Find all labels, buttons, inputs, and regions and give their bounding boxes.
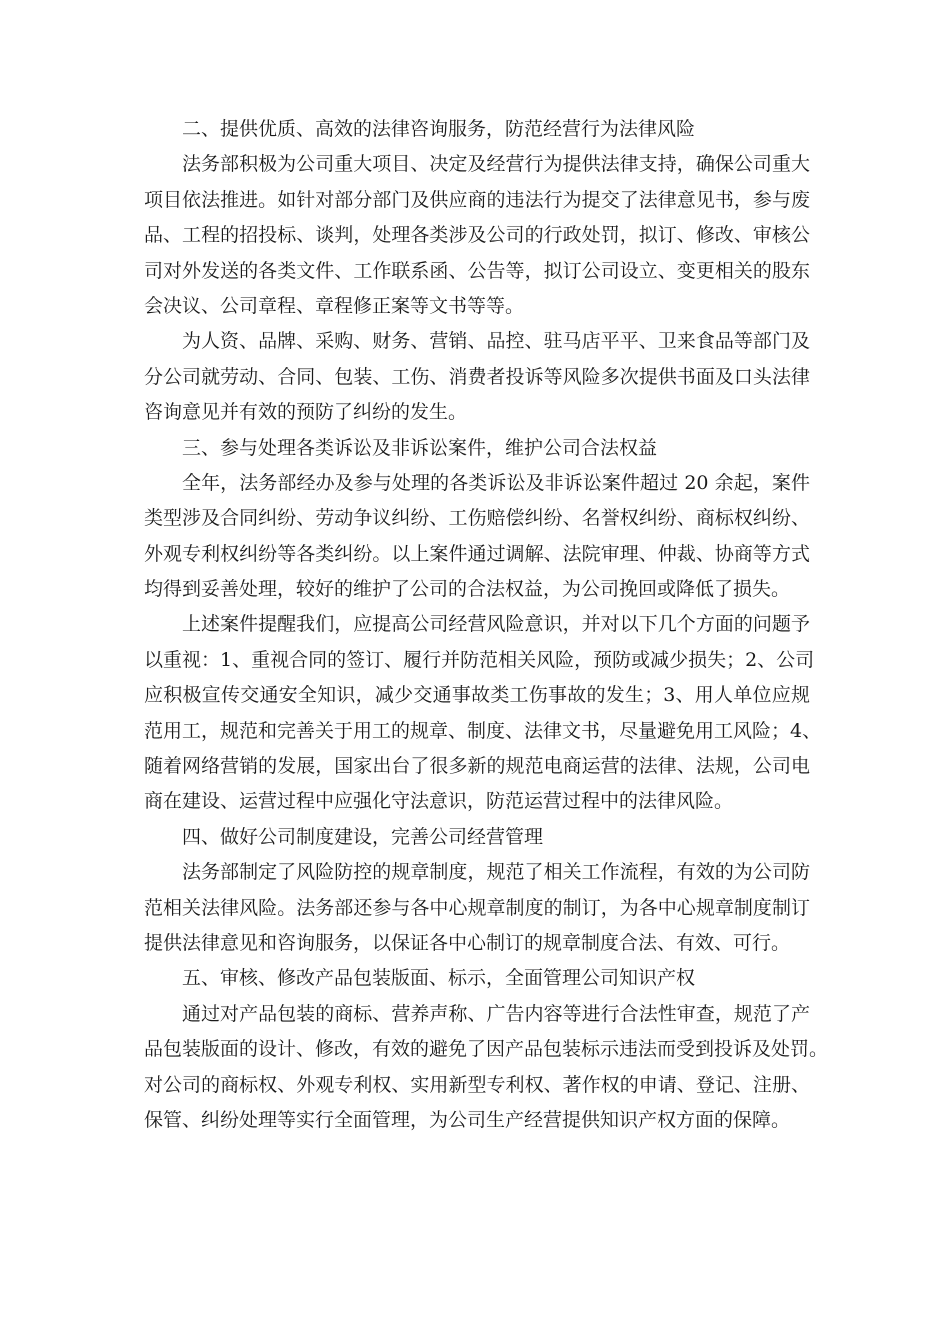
text-line: 保管、纠纷处理等实行全面管理，为公司生产经营提供知识产权方面的保障。 (144, 1108, 791, 1131)
text-line: 提供法律意见和咨询服务，以保证各中心制订的规章制度合法、有效、可行。 (144, 931, 791, 954)
text-line: 四、做好公司制度建设，完善公司经营管理 (182, 825, 544, 848)
text-line: 品、工程的招投标、谈判，处理各类涉及公司的行政处罚，拟订、修改、审核公 (144, 224, 810, 247)
text-line: 应积极宣传交通安全知识，减少交通事故类工伤事故的发生；3、用人单位应规 (144, 684, 810, 707)
text-line: 司对外发送的各类文件、工作联系函、公告等，拟订公司设立、变更相关的股东 (144, 259, 810, 282)
text-line: 法务部积极为公司重大项目、决定及经营行为提供法律支持，确保公司重大 (182, 153, 810, 176)
text-line: 品包装版面的设计、修改，有效的避免了因产品包装标示违法而受到投诉及处罚。 (144, 1038, 829, 1061)
text-line: 外观专利权纠纷等各类纠纷。以上案件通过调解、法院审理、仲裁、协商等方式 (144, 542, 810, 565)
text-line: 二、提供优质、高效的法律咨询服务，防范经营行为法律风险 (182, 118, 696, 140)
text-line: 为人资、品牌、采购、财务、营销、品控、驻马店平平、卫来食品等部门及 (182, 330, 810, 353)
text-line: 全年，法务部经办及参与处理的各类诉讼及非诉讼案件超过 20 余起，案件 (182, 471, 810, 494)
text-line: 会决议、公司章程、章程修正案等文书等等。 (144, 294, 525, 317)
text-line: 范用工，规范和完善关于用工的规章、制度、法律文书，尽量避免用工风险；4、 (144, 719, 822, 742)
text-line: 随着网络营销的发展，国家出台了很多新的规范电商运营的法律、法规，公司电 (144, 755, 810, 778)
text-line: 咨询意见并有效的预防了纠纷的发生。 (144, 401, 468, 424)
text-line: 分公司就劳动、合同、包装、工伤、消费者投诉等风险多次提供书面及口头法律 (144, 365, 810, 388)
text-line: 对公司的商标权、外观专利权、实用新型专利权、著作权的申请、登记、注册、 (144, 1073, 810, 1096)
text-line: 以重视：1、重视合同的签订、履行并防范相关风险，预防或减少损失；2、公司 (144, 648, 815, 671)
text-line: 范相关法律风险。法务部还参与各中心规章制度的制订，为各中心规章制度制订 (144, 896, 810, 919)
text-line: 上述案件提醒我们，应提高公司经营风险意识，并对以下几个方面的问题予 (182, 613, 810, 636)
document-body (144, 112, 829, 1138)
text-line: 五、审核、修改产品包装版面、标示，全面管理公司知识产权 (182, 967, 696, 990)
text-line: 均得到妥善处理，较好的维护了公司的合法权益，为公司挽回或降低了损失。 (144, 578, 791, 601)
text-line: 项目依法推进。如针对部分部门及供应商的违法行为提交了法律意见书，参与废 (144, 188, 810, 211)
text-line: 商在建设、运营过程中应强化守法意识，防范运营过程中的法律风险。 (144, 790, 734, 813)
text-line: 类型涉及合同纠纷、劳动争议纠纷、工伤赔偿纠纷、名誉权纠纷、商标权纠纷、 (144, 507, 810, 530)
text-line: 法务部制定了风险防控的规章制度，规范了相关工作流程，有效的为公司防 (182, 861, 810, 884)
text-line: 三、参与处理各类诉讼及非诉讼案件，维护公司合法权益 (182, 436, 658, 459)
text-line: 通过对产品包装的商标、营养声称、广告内容等进行合法性审查，规范了产 (182, 1002, 810, 1025)
